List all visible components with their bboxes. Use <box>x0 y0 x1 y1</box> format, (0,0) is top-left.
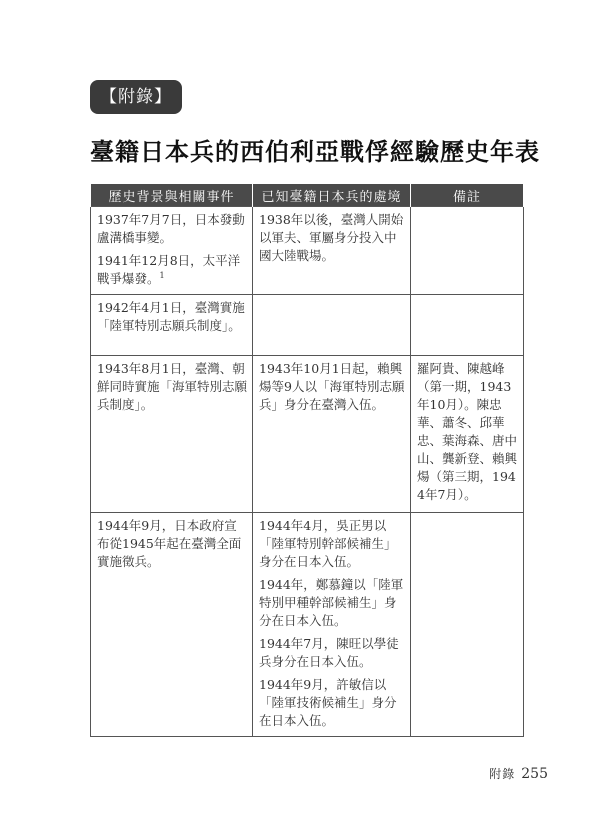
table-row <box>91 513 524 737</box>
cell-paragraph: 1937年7月7日，日本發動盧溝橋事變。 <box>97 212 245 245</box>
cell-paragraph: 1944年7月，陳旺以學徒兵身分在日本入伍。 <box>259 636 399 669</box>
footer-label: 附錄 <box>489 767 516 781</box>
section-tag: 【附錄】 <box>90 80 182 114</box>
cell-paragraph: 1938年以後，臺灣人開始以軍夫、軍屬身分投入中國大陸戰場。 <box>259 212 404 263</box>
table-row <box>91 356 524 513</box>
header-history-events: 歷史背景與相關事件 <box>91 184 253 207</box>
cell-paragraph <box>97 252 247 288</box>
page-footer <box>489 765 548 782</box>
cell-history <box>91 207 253 295</box>
header-soldier-situation: 已知臺籍日本兵的處境 <box>253 184 411 207</box>
table-row <box>91 207 524 295</box>
cell-paragraph: 1943年10月1日起，賴興煬等9人以「海軍特別志願兵」身分在臺灣入伍。 <box>259 361 405 412</box>
cell-history <box>91 513 253 737</box>
cell-paragraph: 羅阿貴、陳越峰（第一期，1943年10月）。陳忠華、蕭冬、邱華忠、葉海森、唐中山、龔新登、賴興煬（第三期，1944年7月）。 <box>417 361 518 502</box>
cell-notes <box>411 295 524 356</box>
page-title: 臺籍日本兵的西伯利亞戰俘經驗歷史年表 <box>90 138 540 166</box>
cell-paragraph: 1944年，鄭慕鐘以「陸軍特別甲種幹部候補生」身分在日本入伍。 <box>259 577 404 628</box>
table-header-row <box>91 184 524 207</box>
cell-situation <box>253 513 411 737</box>
cell-situation <box>253 356 411 513</box>
cell-notes <box>411 207 524 295</box>
table-row <box>91 295 524 356</box>
cell-paragraph: 1944年4月，吳正男以「陸軍特別幹部候補生」身分在日本入伍。 <box>259 518 397 569</box>
cell-paragraph: 1944年9月，日本政府宣布從1945年起在臺灣全面實施徵兵。 <box>97 518 242 569</box>
cell-paragraph: 1942年4月1日，臺灣實施「陸軍特別志願兵制度」。 <box>97 300 245 333</box>
cell-history <box>91 295 253 356</box>
footnote-marker: 1 <box>159 270 165 280</box>
cell-text: 1941年12月8日，太平洋戰爭爆發。 <box>97 253 241 286</box>
cell-situation <box>253 295 411 356</box>
timeline-table <box>90 184 524 737</box>
page-number: 255 <box>521 766 548 782</box>
cell-paragraph: 1943年8月1日，臺灣、朝鮮同時實施「海軍特別志願兵制度」。 <box>97 361 248 412</box>
cell-history <box>91 356 253 513</box>
cell-notes <box>411 356 524 513</box>
cell-situation <box>253 207 411 295</box>
header-notes: 備註 <box>411 184 524 207</box>
cell-notes <box>411 513 524 737</box>
cell-paragraph: 1944年9月，許敏信以「陸軍技術候補生」身分在日本入伍。 <box>259 677 397 728</box>
